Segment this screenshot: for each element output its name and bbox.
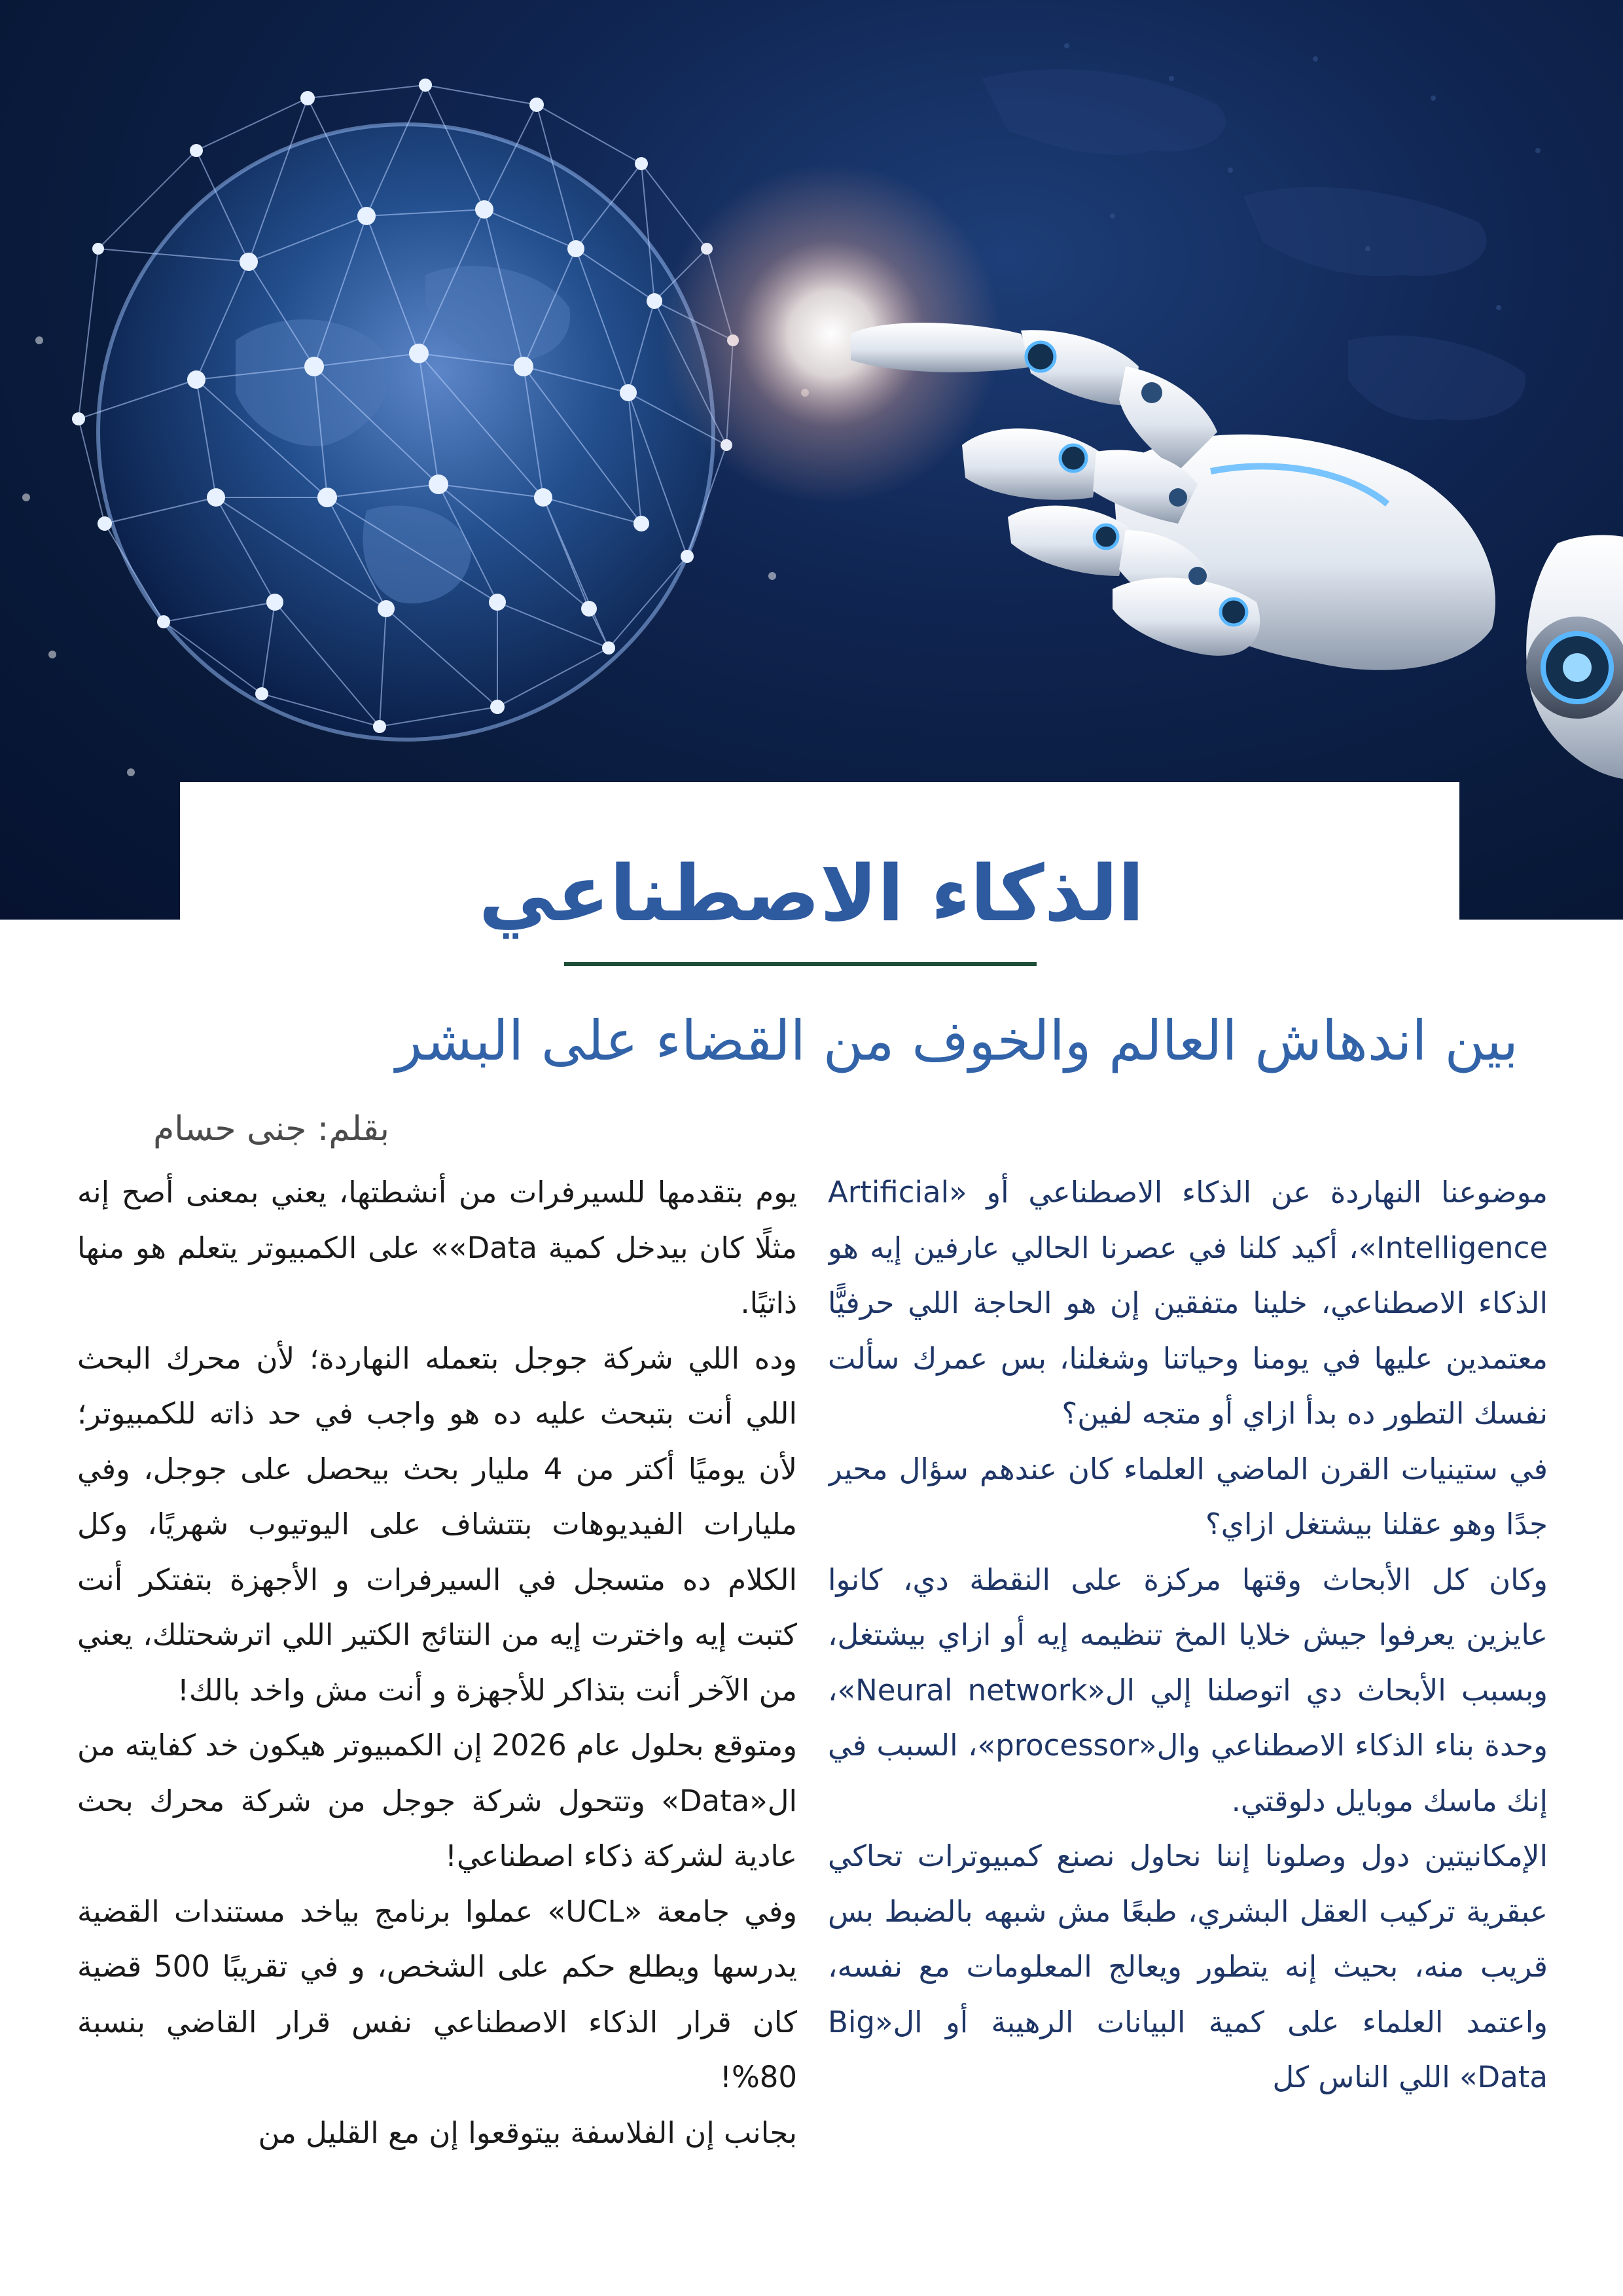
article-title: الذكاء الاصطناعي bbox=[478, 848, 1145, 939]
paragraph: في ستينيات القرن الماضي العلماء كان عندهم سؤال محير جدًا وهو عقلنا بيشتغل ازاي؟ bbox=[828, 1451, 1548, 1541]
article-subtitle: بين اندهاش العالم والخوف من القضاء على البشر bbox=[395, 1009, 1518, 1073]
paragraph: وكان كل الأبحاث وقتها مركزة على النقطة دي، كانوا عايزين يعرفوا جيش خلايا المخ تنظيمه إيه أو ازاي بيشتغل، وبسبب الأبحاث دي اتوصلنا إلي ال«Neural network»، وحدة بناء الذكاء الاصطناعي وال«processor»، السبب في إنك ماسك موبايل دلوقتي. bbox=[828, 1562, 1548, 1818]
right-column bbox=[828, 1165, 1548, 2225]
paragraph: وفي جامعة «UCL» عملوا برنامج بياخد مستندات القضية يدرسها ويطلع حكم على الشخص، و في تقريبًا 500 قضية كان قرار الذكاء الاصطناعي نفس قرار القاضي بنسبة 80%! bbox=[77, 1893, 797, 2094]
globe bbox=[98, 124, 713, 740]
paragraph: وده اللي شركة جوجل بتعمله النهاردة؛ لأن محرك البحث اللي أنت بتبحث عليه ده هو واجب في حد ذاته للكمبيوتر؛ لأن يوميًا أكتر من 4 مليار بحث بيحصل على جوجل، وفي مليارات الفيديوهات بتتشاف على اليوتيوب شهريًا، وكل الكلام ده متسجل في السيرفرات و الأجهزة بتفتكر أنت كتبت إيه واخترت إيه من النتائج الكتير اللي اترشحتلك، يعني من الآخر أنت بتذاكر للأجهزة و أنت مش واخد بالك! bbox=[77, 1340, 797, 1708]
paragraph: بجانب إن الفلاسفة بيتوقعوا إن مع القليل من bbox=[258, 2115, 797, 2150]
paragraph: الإمكانيتين دول وصلونا إننا نحاول نصنع كمبيوترات تحاكي عبقرية تركيب العقل البشري، طبعًا مش شبهه بالضبط بس قريب منه، بحيث إنه يتطور ويعالج المعلومات مع نفسه، واعتمد العلماء على كمية البيانات الرهيبة أو ال«Big Data» اللي الناس كل bbox=[828, 1839, 1548, 2094]
title-divider bbox=[564, 962, 1037, 966]
left-column bbox=[77, 1165, 797, 2225]
paragraph: ومتوقع بحلول عام 2026 إن الكمبيوتر هيكون خد كفايته من ال«Data» وتتحول شركة جوجل من شركة محرك بحث عادية لشركة ذكاء اصطناعي! bbox=[77, 1728, 797, 1873]
author-byline: بقلم: جنى حسام bbox=[153, 1109, 389, 1149]
paragraph: يوم بتقدمها للسيرفرات من أنشطتها، يعني بمعنى أصح إنه مثلًا كان بيدخل كمية Data»» على الكمبيوتر يتعلم هو منها ذاتيًا. bbox=[77, 1175, 797, 1320]
paragraph: موضوعنا النهاردة عن الذكاء الاصطناعي أو «Artificial Intelligence»، أكيد كلنا في عصرنا الحالي عارفين إيه هو الذكاء الاصطناعي، خلينا متفقين إن هو الحاجة اللي حرفيًّا معتمدين عليها في يومنا وحياتنا وشغلنا، بس عمرك سألت نفسك التطور ده بدأ ازاي أو متجه لفين؟ bbox=[828, 1175, 1548, 1431]
